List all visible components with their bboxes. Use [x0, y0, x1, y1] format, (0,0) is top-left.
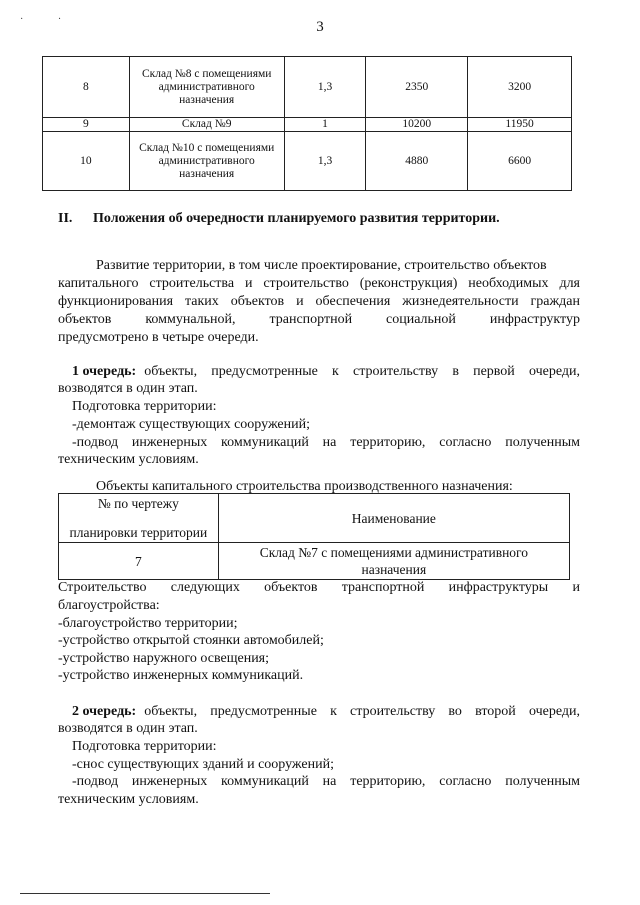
- stage2-line: [72, 703, 580, 720]
- stage2-label: 2 очередь:: [72, 704, 137, 719]
- stage1-item: -демонтаж существующих сооружений;: [72, 417, 311, 432]
- header-line: № по чертежу: [97, 496, 179, 511]
- build-item: -устройство наружного освещения;: [58, 651, 270, 666]
- build-line: благоустройства:: [58, 598, 160, 613]
- word: транспортной: [341, 580, 425, 595]
- word: инфраструктуры: [448, 580, 549, 595]
- cell-number: 8: [43, 57, 130, 118]
- stage1-text: объекты, предусмотренные к строительству в первой очереди,: [144, 364, 580, 379]
- stage1-label: 1 очередь:: [72, 364, 137, 379]
- stage1-line: возводятся в один этап.: [58, 381, 198, 396]
- name-line: Склад №7 с помещениями административного: [259, 545, 529, 560]
- stage2-line: возводятся в один этап.: [58, 721, 198, 736]
- build-item: -благоустройство территории;: [58, 616, 238, 631]
- intro-line: предусмотрено в четыре очереди.: [58, 330, 259, 345]
- section-heading: [58, 211, 500, 227]
- footer-divider: [20, 893, 270, 894]
- stage1-prep: Подготовка территории:: [72, 399, 217, 414]
- word: следующих: [170, 580, 240, 595]
- cell-value: 1,3: [284, 57, 366, 118]
- header-cell: [59, 494, 219, 543]
- stage1-item-cont: техническим условиям.: [58, 452, 199, 467]
- word: Строительство: [58, 580, 147, 595]
- stage2-item: -снос существующих зданий и сооружений;: [72, 757, 334, 772]
- stage1-item: -подвод инженерных коммуникаций на территорию, согласно полученным: [72, 435, 580, 450]
- build-item: -устройство инженерных коммуникаций.: [58, 668, 304, 683]
- word: и: [572, 580, 580, 595]
- section-title: Положения об очередности планируемого развития территории.: [93, 211, 500, 226]
- cell-name: Склад №8 с помещениями административного назначения: [129, 57, 284, 118]
- name-line: назначения: [361, 562, 427, 577]
- cell-name: Склад №10 с помещениями административного назначения: [129, 132, 284, 191]
- word: транспортной: [269, 312, 353, 327]
- cell-value: 6600: [468, 132, 572, 191]
- stage2-prep: Подготовка территории:: [72, 739, 217, 754]
- intro-line-justified: [58, 311, 580, 328]
- header-cell: Наименование: [218, 494, 569, 543]
- cell-number: 9: [43, 118, 130, 132]
- section-number: II.: [58, 211, 73, 226]
- word: социальной: [386, 312, 456, 327]
- word: коммунальной,: [145, 312, 236, 327]
- word: инфраструктур: [489, 312, 580, 327]
- stage1-line: [72, 363, 580, 380]
- stage2-item-cont: техническим условиям.: [58, 792, 199, 807]
- cell-number: 10: [43, 132, 130, 191]
- table-caption: Объекты капитального строительства производственного назначения:: [96, 479, 513, 494]
- build-item: -устройство открытой стоянки автомобилей;: [58, 633, 324, 648]
- stage2-text: объекты, предусмотренные к строительству во второй очереди,: [144, 704, 580, 719]
- intro-line: Развитие территории, в том числе проектирование, строительство объектов: [96, 258, 547, 273]
- intro-line: капитального строительства и строительство (реконструкция) необходимых для: [58, 276, 580, 291]
- objects-table-continued: [42, 56, 572, 191]
- scan-marks: · ·: [20, 14, 78, 25]
- cell-value: 1,3: [284, 132, 366, 191]
- page-number: 3: [316, 19, 324, 35]
- table-row: [43, 132, 572, 191]
- cell-name: Склад №9: [129, 118, 284, 132]
- table-row: [43, 57, 572, 118]
- cell-value: 4880: [366, 132, 468, 191]
- cell-value: 2350: [366, 57, 468, 118]
- cell-number: 7: [59, 543, 219, 580]
- word: объектов: [58, 312, 112, 327]
- build-line-justified: [58, 579, 580, 596]
- table-header-row: [59, 494, 570, 543]
- cell-value: 11950: [468, 118, 572, 132]
- cell-value: 3200: [468, 57, 572, 118]
- stage1-objects-table: [58, 493, 570, 580]
- table-row: [43, 118, 572, 132]
- cell-value: 10200: [366, 118, 468, 132]
- cell-value: 1: [284, 118, 366, 132]
- table-row: [59, 543, 570, 580]
- word: объектов: [264, 580, 318, 595]
- intro-line: функционирования таких объектов и обеспечения жизнедеятельности граждан: [58, 294, 580, 309]
- header-line: планировки территории: [69, 525, 208, 540]
- stage2-item: -подвод инженерных коммуникаций на территорию, согласно полученным: [72, 774, 580, 789]
- cell-name: [218, 543, 569, 580]
